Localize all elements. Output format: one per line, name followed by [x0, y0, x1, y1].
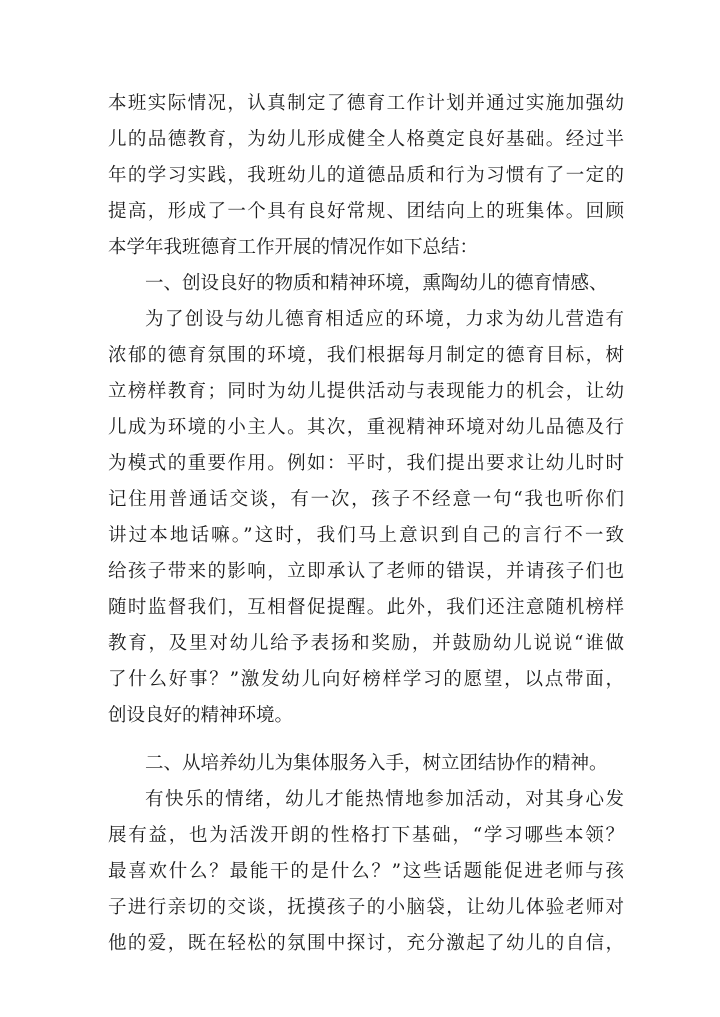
text-line-20: 有快乐的情绪，幼儿才能热情地参加活动，对其身心发 — [145, 789, 624, 810]
text-line-11: 为模式的重要作用。例如：平时，我们提出要求让幼儿时时 — [108, 453, 624, 474]
text-line-14: 给孩子带来的影响，立即承认了老师的错误，并请孩子们也 — [108, 561, 624, 582]
document-body — [108, 86, 624, 962]
text-line-4: 提高，形成了一个具有良好常规、团结向上的班集体。回顾 — [108, 201, 624, 222]
text-line-23: 子进行亲切的交谈，抚摸孩子的小脑袋，让幼儿体验老师对 — [108, 897, 624, 918]
text-line-7: 为了创设与幼儿德育相适应的环境，力求为幼儿营造有 — [145, 309, 624, 330]
text-line-13: 讲过本地话嘛。”这时，我们马上意识到自己的言行不一致 — [108, 525, 624, 546]
text-line-5: 本学年我班德育工作开展的情况作如下总结： — [108, 237, 479, 258]
text-line-22: 最喜欢什么？最能干的是什么？”这些话题能促进老师与孩 — [108, 861, 624, 882]
text-line-10: 儿成为环境的小主人。其次，重视精神环境对幼儿品德及行 — [108, 417, 624, 438]
text-line-2: 儿的品德教育，为幼儿形成健全人格奠定良好基础。经过半 — [108, 129, 624, 150]
text-line-18: 创设良好的精神环境。 — [108, 705, 294, 726]
paragraph-gap — [108, 734, 624, 746]
section-heading-1: 一、创设良好的物质和精神环境，熏陶幼儿的德育情感、 — [145, 273, 608, 294]
text-line-8: 浓郁的德育氛围的环境，我们根据每月制定的德育目标，树 — [108, 345, 624, 366]
text-line-16: 教育，及里对幼儿给予表扬和奖励，并鼓励幼儿说说“谁做 — [108, 633, 624, 654]
text-line-1: 本班实际情况，认真制定了德育工作计划并通过实施加强幼 — [108, 93, 624, 114]
text-line-9: 立榜样教育；同时为幼儿提供活动与表现能力的机会，让幼 — [108, 381, 624, 402]
text-line-3: 年的学习实践，我班幼儿的道德品质和行为习惯有了一定的 — [108, 165, 624, 186]
text-line-15: 随时监督我们，互相督促提醒。此外，我们还注意随机榜样 — [108, 597, 624, 618]
text-line-21: 展有益，也为活泼开朗的性格打下基础，“学习哪些本领？ — [108, 825, 624, 846]
text-line-17: 了什么好事？”激发幼儿向好榜样学习的愿望，以点带面， — [108, 669, 624, 690]
section-heading-2: 二、从培养幼儿为集体服务入手，树立团结协作的精神。 — [145, 753, 608, 774]
text-line-12: 记住用普通话交谈，有一次，孩子不经意一句“我也听你们 — [108, 489, 624, 510]
text-line-24: 他的爱，既在轻松的氛围中探讨，充分激起了幼儿的自信， — [108, 933, 624, 954]
